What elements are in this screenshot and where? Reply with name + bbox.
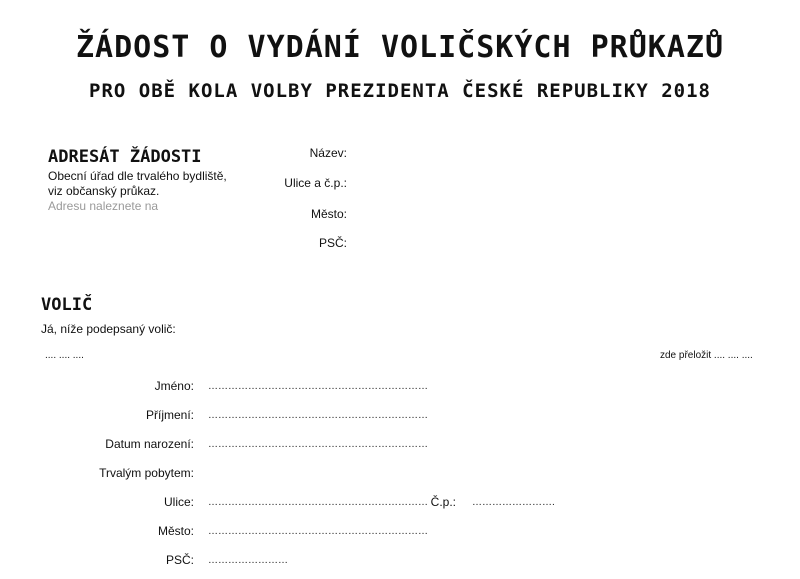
zip-field[interactable]: …………………… xyxy=(208,555,288,566)
voter-heading: VOLIČ xyxy=(41,295,93,315)
addressee-heading: ADRESÁT ŽÁDOSTI xyxy=(48,147,202,167)
house-number-label: Č.p.: xyxy=(430,495,456,509)
addressee-zip-label: PSČ: xyxy=(318,236,347,250)
city-field[interactable]: ………………………………………………………… xyxy=(208,526,428,537)
residence-label: Trvalým pobytem: xyxy=(99,466,194,480)
voter-intro: Já, níže podepsaný volič: xyxy=(41,322,176,336)
voter-left-dots: .... .... .... xyxy=(45,350,84,361)
addressee-note-line3: Adresu naleznete na xyxy=(48,199,159,213)
fold-here-note: zde přeložit .... .... .... xyxy=(660,350,753,361)
zip-label: PSČ: xyxy=(165,553,194,567)
first-name-field[interactable]: ………………………………………………………… xyxy=(208,381,428,392)
birth-date-label: Datum narození: xyxy=(105,437,194,451)
document-subtitle: PRO OBĚ KOLA VOLBY PREZIDENTA ČESKÉ REPUBLIKY 2018 xyxy=(89,80,711,102)
document-title: ŽÁDOST O VYDÁNÍ VOLIČSKÝCH PRŮKAZŮ xyxy=(75,30,725,65)
addressee-name-label: Název: xyxy=(309,146,347,160)
last-name-field[interactable]: ………………………………………………………… xyxy=(208,410,428,421)
addressee-street-label: Ulice a č.p.: xyxy=(284,176,347,190)
city-label: Město: xyxy=(157,524,194,538)
birth-date-field[interactable]: ………………………………………………………… xyxy=(208,439,428,450)
addressee-city-label: Město: xyxy=(310,207,347,221)
addressee-note-line1: Obecní úřad dle trvalého bydliště, xyxy=(48,169,227,183)
street-label: Ulice: xyxy=(163,495,194,509)
first-name-label: Jméno: xyxy=(154,379,194,393)
addressee-note-line2: viz občanský průkaz. xyxy=(48,184,160,198)
street-field[interactable]: ………………………………………………………… xyxy=(208,497,428,508)
house-number-field[interactable]: ……………………. xyxy=(472,497,555,508)
last-name-label: Příjmení: xyxy=(145,408,194,422)
